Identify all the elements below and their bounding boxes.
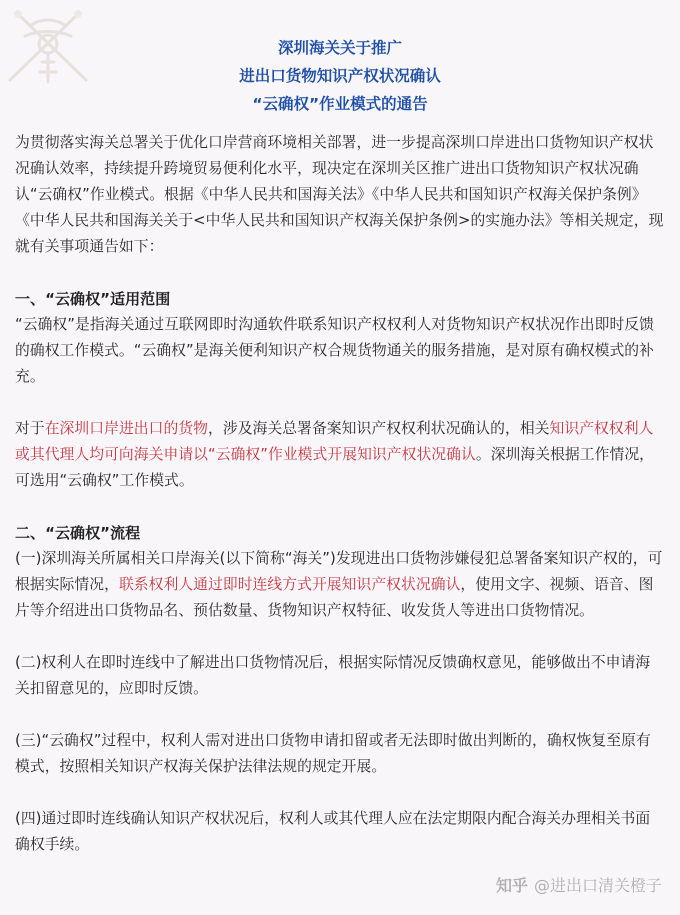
watermark-author: @进出口清关橙子 <box>533 876 662 895</box>
watermark-brand: 知乎 <box>495 876 528 895</box>
section-1-paragraph-2 <box>15 416 665 494</box>
section-1-heading: 一、“云确权”适用范围 <box>15 290 171 308</box>
section-2-heading: 二、“云确权”流程 <box>15 524 141 542</box>
highlight-text: 联系权利人通过即时连线方式开展知识产权状况确认 <box>118 576 461 593</box>
highlight-text: 在深圳口岸进出口的货物 <box>44 420 209 437</box>
spacer <box>15 390 665 416</box>
spacer <box>15 702 665 728</box>
spacer <box>15 780 665 806</box>
section-2-item-3: (三)“云确权”过程中，权利人需对进出口货物申请扣留或者无法即时做出判断的，确权恢复至原有模式，按照相关知识产权海关保护法律法规的规定开展。 <box>15 732 651 775</box>
zhihu-watermark <box>496 875 662 897</box>
spacer <box>15 494 665 520</box>
intro-paragraph: 为贯彻落实海关总署关于优化口岸营商环境相关部署，进一步提高深圳口岸进出口货物知识产权状况确认效率，持续提升跨境贸易便利化水平，现决定在深圳关区推广进出口货物知识产权状况确认“云确权”作业模式。根据《中华人民共和国海关法》《中华人民共和国知识产权海关保护条例》《中华人民共和国海关关于<中华人民共和国知识产权海关保护条例>的实施办法》等相关规定，现就有关事项通告如下： <box>15 134 664 255</box>
title-line-2: 进出口货物知识产权状况确认 <box>239 67 441 85</box>
customs-emblem-icon <box>0 0 96 96</box>
section-1-paragraph-1: “云确权”是指海关通过互联网即时沟通软件联系知识产权权利人对货物知识产权状况作出即时反馈的确权工作模式。“云确权”是海关便利知识产权合规货物通关的服务措施，是对原有确权模式的补充。 <box>15 316 655 385</box>
text-run: 。深圳海关根据工作情况，可选用“云确权”工作模式。 <box>15 446 655 489</box>
spacer <box>15 260 665 286</box>
section-2-item-1 <box>15 546 665 624</box>
title-line-3: “云确权”作业模式的通告 <box>252 95 428 113</box>
spacer <box>15 624 665 650</box>
notice-title <box>85 34 595 118</box>
section-2-item-2: (二)权利人在即时连线中了解进出口货物情况后，根据实际情况反馈确权意见，能够做出不申请海关扣留意见的，应即时反馈。 <box>15 654 651 697</box>
title-line-1: 深圳海关关于推广 <box>277 39 402 57</box>
section-2-item-4: (四)通过即时连线确认知识产权状况后，权利人或其代理人应在法定期限内配合海关办理相关书面确权手续。 <box>15 810 651 853</box>
highlight-text: 知识产权权利人或其代理人均可向海关申请以“云确权”作业模式开展知识产权状况确认 <box>15 420 654 463</box>
text-run: ，使用文字、视频、语音、图片等介绍进出口货物品名、预估数量、货物知识产权特征、收发货人等进出口货物情况。 <box>15 576 654 619</box>
text-run: ，涉及海关总署备案知识产权权利状况确认的，相关 <box>208 420 550 437</box>
text-run: 对于 <box>15 420 45 437</box>
text-run: (一)深圳海关所属相关口岸海关(以下简称“海关”)发现进出口货物涉嫌侵犯总署备案知识产权的，可根据实际情况， <box>15 550 663 593</box>
